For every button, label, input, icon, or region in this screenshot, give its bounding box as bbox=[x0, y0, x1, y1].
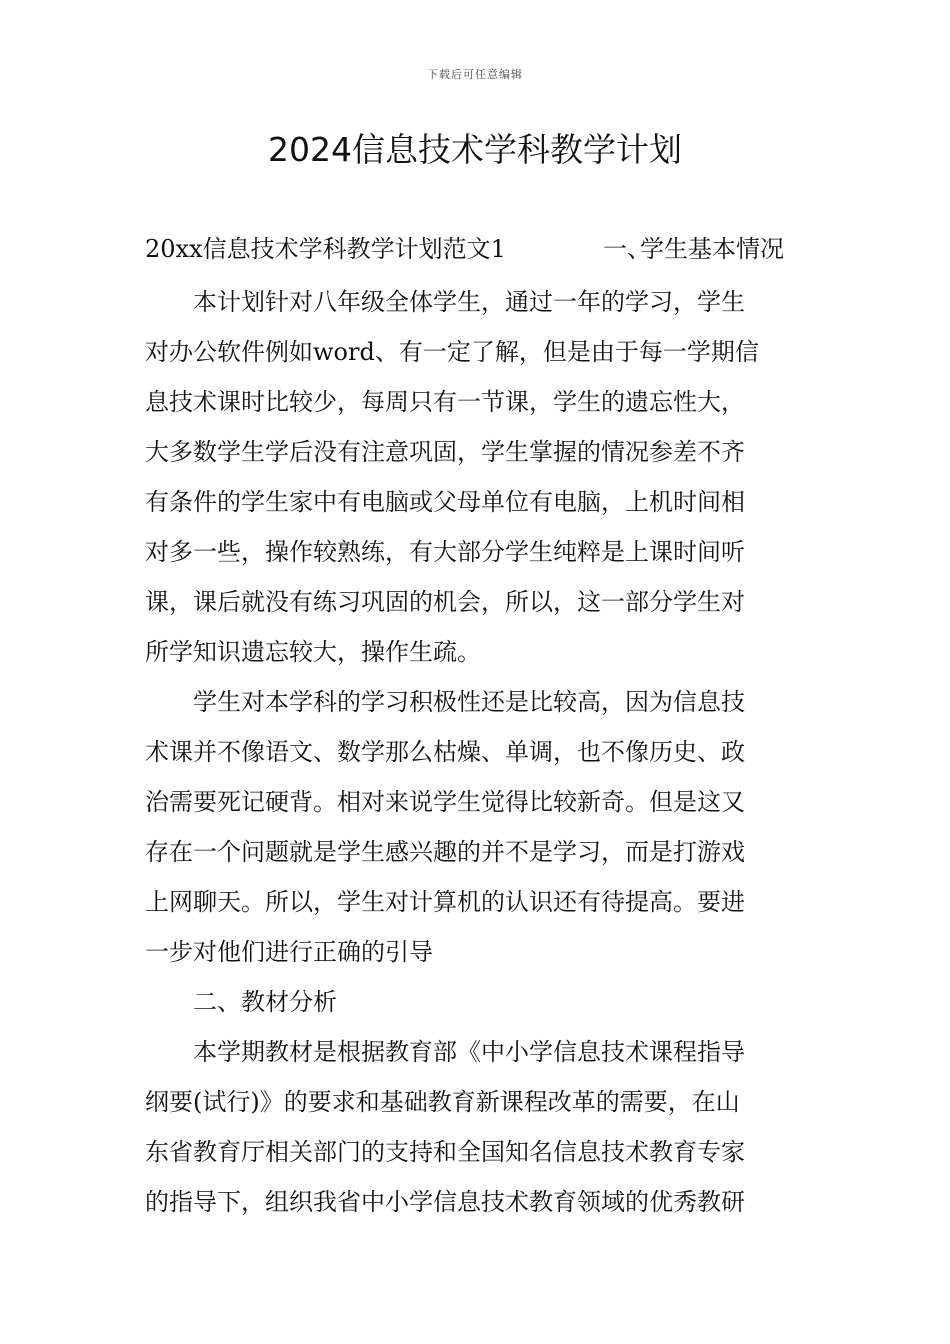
paragraph-line: 学生对本学科的学习积极性还是比较高，因为信息技 bbox=[193, 688, 745, 716]
paragraph-line: 本计划针对八年级全体学生，通过一年的学习，学生 bbox=[193, 288, 745, 316]
header-note: 下载后可任意编辑 bbox=[427, 68, 523, 81]
section1-heading: 学生基本情况 bbox=[640, 235, 784, 263]
paragraph-line: 大多数学生学后没有注意巩固，学生掌握的情况参差不齐 bbox=[145, 438, 745, 466]
paragraph-line: 对办公软件例如word、有一定了解，但是由于每一学期信 bbox=[145, 338, 759, 366]
paragraph-line: 课，课后就没有练习巩固的机会，所以，这一部分学生对 bbox=[145, 588, 745, 616]
lead-line bbox=[145, 226, 807, 272]
paragraph-line: 上网聊天。所以，学生对计算机的认识还有待提高。要进 bbox=[145, 888, 745, 916]
paragraph-line: 所学知识遗忘较大，操作生疏。 bbox=[145, 638, 481, 666]
paragraph-line: 术课并不像语文、数学那么枯燥、单调，也不像历史、政 bbox=[145, 738, 745, 766]
document-title: 2024信息技术学科教学计划 bbox=[268, 130, 682, 169]
paragraph-line: 本学期教材是根据教育部《中小学信息技术课程指导 bbox=[193, 1038, 745, 1066]
paragraph-student-situation bbox=[145, 277, 807, 677]
paragraph-line: 对多一些，操作较熟练，有大部分学生纯粹是上课时间听 bbox=[145, 538, 745, 566]
paragraph-line: 东省教育厅相关部门的支持和全国知名信息技术教育专家 bbox=[145, 1138, 745, 1166]
paragraph-textbook-analysis bbox=[145, 1027, 807, 1227]
paragraph-line: 治需要死记硬背。相对来说学生觉得比较新奇。但是这又 bbox=[145, 788, 745, 816]
paragraph-line: 纲要(试行)》的要求和基础教育新课程改革的需要，在山 bbox=[145, 1088, 740, 1116]
paragraph-line: 一步对他们进行正确的引导 bbox=[145, 938, 433, 966]
lead-text: 20xx信息技术学科教学计划范文1 bbox=[145, 235, 506, 263]
section2-heading: 二、教材分析 bbox=[193, 988, 337, 1016]
paragraph-line: 息技术课时比较少，每周只有一节课，学生的遗忘性大， bbox=[145, 388, 745, 416]
paragraph-line: 的指导下，组织我省中小学信息技术教育领域的优秀教研 bbox=[145, 1188, 745, 1216]
paragraph-learning-interest bbox=[145, 677, 807, 977]
document-body bbox=[145, 226, 807, 1227]
paragraph-line: 存在一个问题就是学生感兴趣的并不是学习，而是打游戏 bbox=[145, 838, 745, 866]
section1-number: 一、 bbox=[603, 235, 651, 263]
paragraph-line: 有条件的学生家中有电脑或父母单位有电脑，上机时间相 bbox=[145, 488, 745, 516]
